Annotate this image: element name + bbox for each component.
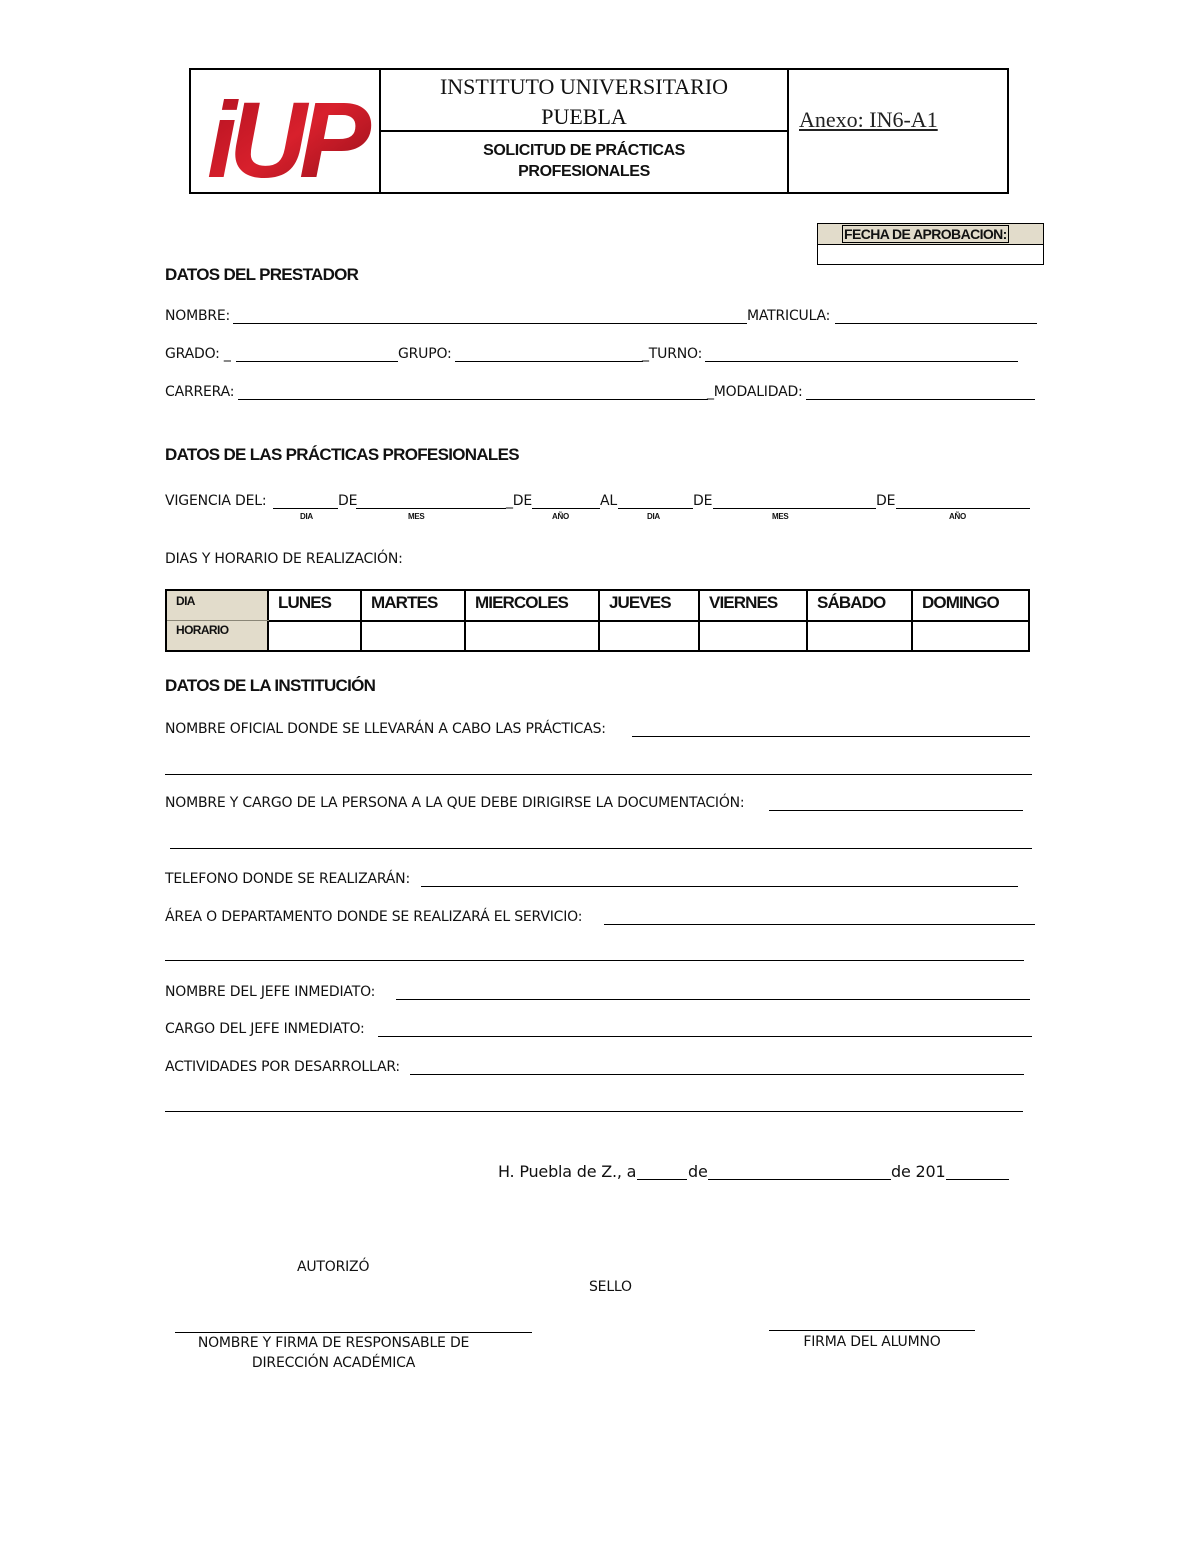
nombre-field[interactable]: [233, 323, 747, 324]
vigencia-de-1: DE: [338, 493, 358, 509]
vigencia-de-4: DE: [876, 493, 896, 509]
vigencia-de-2: _DE: [506, 493, 533, 509]
modalidad-label: _MODALIDAD:: [707, 384, 803, 400]
schedule-col-domingo[interactable]: [913, 591, 1028, 650]
schedule-row-headers: [167, 591, 269, 650]
day-label: LUNES: [278, 593, 332, 612]
approval-date-label: FECHA DE APROBACION:: [818, 224, 1043, 245]
vigencia-al: AL: [600, 493, 617, 509]
lugar-label: H. Puebla de Z., a: [498, 1162, 637, 1181]
form-header: [189, 68, 1009, 194]
annex-code: Anexo: IN6-A1: [799, 107, 938, 132]
nombre-cargo-field[interactable]: [769, 810, 1023, 811]
firma-responsable-line[interactable]: [175, 1332, 532, 1333]
schedule-col-sabado[interactable]: [808, 591, 913, 650]
form-title: SOLICITUD DE PRÁCTICAS PROFESIONALES: [483, 142, 685, 180]
turno-label: _TURNO:: [642, 346, 703, 362]
vigencia-dia-fin[interactable]: [618, 508, 693, 509]
actividades-label: ACTIVIDADES POR DESARROLLAR:: [165, 1059, 400, 1075]
area-field-2[interactable]: [165, 960, 1024, 961]
nombre-oficial-field-2[interactable]: [165, 774, 1032, 775]
vigencia-dia-inicio[interactable]: [273, 508, 338, 509]
cargo-jefe-field[interactable]: [378, 1036, 1032, 1037]
day-label: MARTES: [371, 593, 438, 612]
cargo-jefe-label: CARGO DEL JEFE INMEDIATO:: [165, 1021, 365, 1037]
vigencia-mes-fin[interactable]: [713, 508, 876, 509]
grado-field[interactable]: [236, 361, 398, 362]
actividades-field-2[interactable]: [165, 1111, 1023, 1112]
grupo-field[interactable]: [455, 361, 643, 362]
dias-horario-label: DIAS Y HORARIO DE REALIZACIÓN:: [165, 551, 403, 567]
nombre-oficial-field[interactable]: [632, 736, 1030, 737]
hint-anio-2: AÑO: [949, 512, 966, 521]
vigencia-anio-fin[interactable]: [896, 508, 1030, 509]
grupo-label: GRUPO:: [398, 346, 452, 362]
telefono-label: TELEFONO DONDE SE REALIZARÁN:: [165, 871, 410, 887]
firma-alumno-line[interactable]: [769, 1330, 975, 1331]
vigencia-anio-inicio[interactable]: [532, 508, 600, 509]
nombre-cargo-field-2[interactable]: [170, 848, 1032, 849]
matricula-label: MATRICULA:: [747, 308, 831, 324]
sello-label: SELLO: [589, 1279, 632, 1295]
fecha-de-1: de: [688, 1162, 708, 1181]
actividades-field[interactable]: [410, 1074, 1024, 1075]
fecha-de-2: de 201: [891, 1162, 946, 1181]
annex-cell: [789, 70, 1007, 192]
schedule-col-miercoles[interactable]: [466, 591, 600, 650]
area-label: ÁREA O DEPARTAMENTO DONDE SE REALIZARÁ EL SERVICIO:: [165, 909, 583, 925]
day-label: VIERNES: [709, 593, 778, 612]
institution-name: INSTITUTO UNIVERSITARIO PUEBLA: [381, 70, 787, 132]
fecha-dia-field[interactable]: [637, 1179, 687, 1180]
jefe-label: NOMBRE DEL JEFE INMEDIATO:: [165, 984, 376, 1000]
area-field[interactable]: [604, 924, 1035, 925]
approval-date-field[interactable]: [818, 245, 1043, 264]
fecha-mes-field[interactable]: [708, 1179, 891, 1180]
row-header-horario: HORARIO: [176, 623, 229, 637]
schedule-col-viernes[interactable]: [700, 591, 808, 650]
carrera-label: CARRERA:: [165, 384, 235, 400]
modalidad-field[interactable]: [806, 399, 1035, 400]
schedule-col-jueves[interactable]: [600, 591, 700, 650]
nombre-label: NOMBRE:: [165, 308, 231, 324]
approval-date-box: [817, 223, 1044, 265]
hint-dia-1: DIA: [300, 512, 313, 521]
section-practicas: DATOS DE LAS PRÁCTICAS PROFESIONALES: [165, 445, 519, 464]
vigencia-de-3: DE: [693, 493, 713, 509]
hint-mes-2: MES: [772, 512, 789, 521]
day-label: SÁBADO: [817, 593, 886, 612]
day-label: DOMINGO: [922, 593, 999, 612]
autorizo-label: AUTORIZÓ: [297, 1259, 370, 1275]
telefono-field[interactable]: [421, 886, 1018, 887]
jefe-field[interactable]: [396, 999, 1030, 1000]
turno-field[interactable]: [705, 361, 1018, 362]
row-header-dia: DIA: [176, 594, 195, 608]
title-cell: [381, 70, 789, 192]
section-prestador: DATOS DEL PRESTADOR: [165, 265, 359, 284]
schedule-table: [165, 589, 1030, 652]
fecha-anio-field[interactable]: [946, 1179, 1009, 1180]
day-label: JUEVES: [609, 593, 671, 612]
matricula-field[interactable]: [835, 323, 1037, 324]
logo-cell: [191, 70, 381, 192]
hint-dia-2: DIA: [647, 512, 660, 521]
schedule-col-martes[interactable]: [362, 591, 466, 650]
responsable-label-2: DIRECCIÓN ACADÉMICA: [251, 1355, 416, 1371]
nombre-cargo-label: NOMBRE Y CARGO DE LA PERSONA A LA QUE DEBE DIRIGIRSE LA DOCUMENTACIÓN:: [165, 795, 745, 811]
carrera-field[interactable]: [238, 399, 708, 400]
day-label: MIERCOLES: [475, 593, 568, 612]
responsable-label-1: NOMBRE Y FIRMA DE RESPONSABLE DE: [197, 1335, 470, 1351]
firma-alumno-label: FIRMA DEL ALUMNO: [803, 1334, 941, 1350]
nombre-oficial-label: NOMBRE OFICIAL DONDE SE LLEVARÁN A CABO LAS PRÁCTICAS:: [165, 721, 606, 737]
iup-logo: [193, 71, 379, 191]
grado-label: GRADO: _: [165, 346, 231, 362]
vigencia-label: VIGENCIA DEL:: [165, 493, 267, 509]
section-institucion: DATOS DE LA INSTITUCIÓN: [165, 676, 376, 695]
vigencia-mes-inicio[interactable]: [356, 508, 506, 509]
schedule-col-lunes[interactable]: [269, 591, 362, 650]
logo-text: iUP: [207, 79, 364, 191]
hint-anio-1: AÑO: [552, 512, 569, 521]
hint-mes-1: MES: [408, 512, 425, 521]
